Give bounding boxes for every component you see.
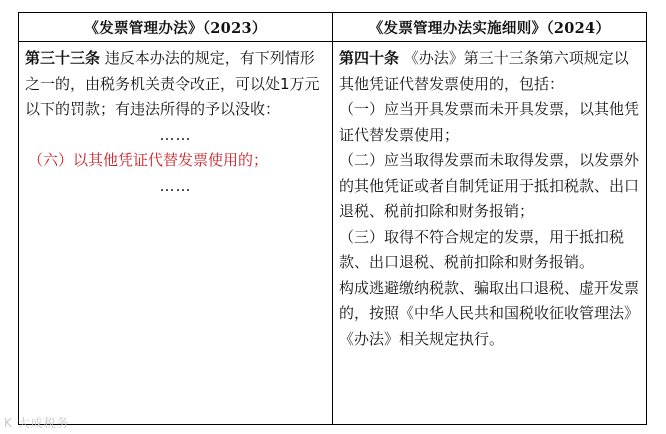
left-ellipsis-1: …… (159, 125, 192, 144)
right-column-cell (333, 42, 646, 424)
right-item-3: （三）取得不符合规定的发票，用于抵扣税款、出口退税、税前扣除和财务报销。 (339, 227, 625, 271)
watermark-logo: K 大成税务 (4, 416, 70, 430)
left-ellipsis-2: …… (159, 176, 192, 195)
right-item-2: （二）应当取得发票而未取得发票，以发票外的其他凭证或者自制凭证用于抵扣税款、出口退税、税前扣除和财务报销； (339, 151, 640, 220)
left-article-label: 第三十三条 (25, 49, 101, 67)
left-item-six: （六）以其他凭证代替发票使用的； (28, 151, 269, 169)
header-left: 《发票管理办法》（2023） (19, 13, 333, 42)
right-article-label: 第四十条 (339, 49, 400, 67)
header-right: 《发票管理办法实施细则》（2024） (333, 13, 646, 42)
left-article-text: 违反本办法的规定，有下列情形之一的，由税务机关责令改正，可以处1万元以下的罚款；有违法所得的予以没收： (25, 49, 320, 118)
comparison-table (18, 12, 647, 425)
left-article-paragraph (25, 46, 326, 123)
right-article-paragraph (339, 46, 640, 97)
right-article-intro: 《办法》第三十三条第六项规定以其他凭证代替发票使用的，包括： (339, 49, 629, 93)
left-column-cell (19, 42, 333, 424)
right-closing: 构成逃避缴纳税款、骗取出口退税、虚开发票的，按照《中华人民共和国税收征收管理法》《办法》相关规定执行。 (339, 278, 640, 348)
right-item-1: （一）应当开具发票而未开具发票，以其他凭证代替发票使用； (339, 100, 640, 144)
